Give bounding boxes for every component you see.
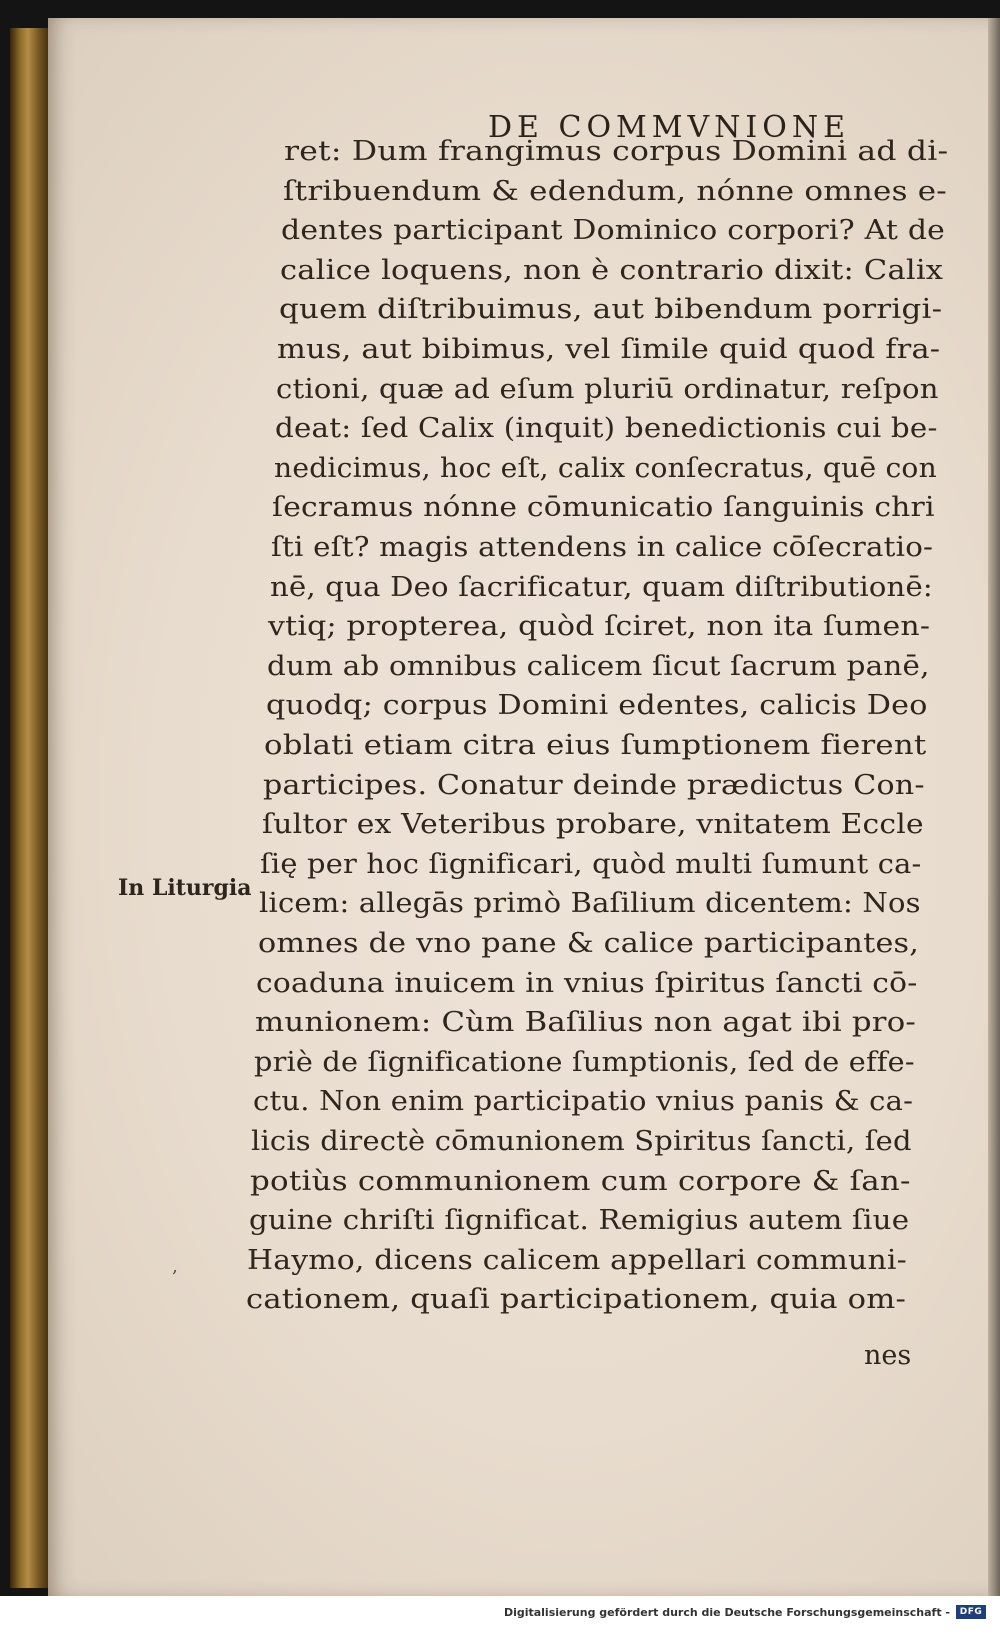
text-line: vtiq; propterea, quòd ſciret, non ita ſumen- <box>268 611 931 643</box>
page-right-edge <box>988 18 1000 1596</box>
text-line: quodq; corpus Domini edentes, calicis Deo <box>265 690 928 722</box>
gilt-book-edge <box>10 28 50 1588</box>
text-line: nē, qua Deo ſacrificatur, quam diſtributionē: <box>269 571 933 603</box>
text-line: ctioni, quæ ad eſum pluriū ordinatur, reſpon <box>276 373 939 405</box>
text-line: ret: Dum frangimus corpus Domini ad di- <box>284 136 949 167</box>
dfg-logo: DFG <box>956 1605 986 1619</box>
text-line: calice loquens, non è contrario dixit: Calix <box>280 254 944 286</box>
text-line: licis directè cōmunionem Spiritus ſancti, ſed <box>251 1126 912 1157</box>
text-line: participes. Conatur deinde prædictus Con- <box>263 769 925 801</box>
text-line: nedicimus, hoc eſt, calix conſecratus, quē con <box>273 452 937 484</box>
text-line: guine chriſti ſignificat. Remigius autem ſiue <box>248 1205 909 1237</box>
stray-mark: ‚ <box>172 1256 178 1277</box>
catchword: nes <box>864 1340 912 1371</box>
text-line: ctu. Non enim participatio vnius panis & ca- <box>252 1086 913 1118</box>
text-line: ſultor ex Veteribus probare, vnitatem Eccle <box>261 809 924 841</box>
text-line: ſię per hoc ſignificari, quòd multi ſumunt ca- <box>260 848 922 880</box>
text-line: munionem: Cùm Baſilius non agat ibi pro- <box>255 1007 917 1039</box>
running-head: DE COMMVNIONE <box>488 110 850 145</box>
text-line: mus, aut bibimus, vel ſimile quid quod fra- <box>277 334 941 365</box>
text-line: oblati etiam citra eius ſumptionem fierent <box>264 730 927 761</box>
text-line: cationem, quaſi participationem, quia om- <box>246 1284 907 1316</box>
marginal-note: In Liturgia <box>118 875 252 901</box>
text-block <box>48 18 994 1596</box>
footer-bar <box>0 1596 1000 1636</box>
text-line: omnes de vno pane & calice participantes, <box>257 928 919 959</box>
text-line: quem diſtribuimus, aut bibendum porrigi- <box>278 294 943 326</box>
text-line: dum ab omnibus calicem ſicut ſacrum panē, <box>266 650 930 682</box>
text-line: dentes participant Dominico corpori? At de <box>281 215 946 247</box>
text-line: ſti eſt? magis attendens in calice cōſecratio- <box>270 532 934 563</box>
text-line: potiùs communionem cum corpore & ſan- <box>249 1165 911 1197</box>
text-line: priè de ſignificatione ſumptionis, ſed de effe- <box>253 1046 915 1078</box>
footer-credit: Digitalisierung gefördert durch die Deutsche Forschungsgemeinschaft - <box>503 1606 950 1619</box>
text-line: ſtribuendum & edendum, nónne omnes e- <box>282 175 947 207</box>
text-line: coaduna inuicem in vnius ſpiritus ſancti cō- <box>256 967 918 999</box>
text-line: ſecramus nónne cōmunicatio ſanguinis chri <box>272 492 935 524</box>
text-line: deat: ſed Calix (inquit) benedictionis cui be- <box>274 413 938 445</box>
book-page <box>48 18 994 1596</box>
text-line: Haymo, dicens calicem appellari communi- <box>247 1244 908 1276</box>
text-line: licem: allegās primò Baſilium dicentem: Nos <box>259 888 921 920</box>
